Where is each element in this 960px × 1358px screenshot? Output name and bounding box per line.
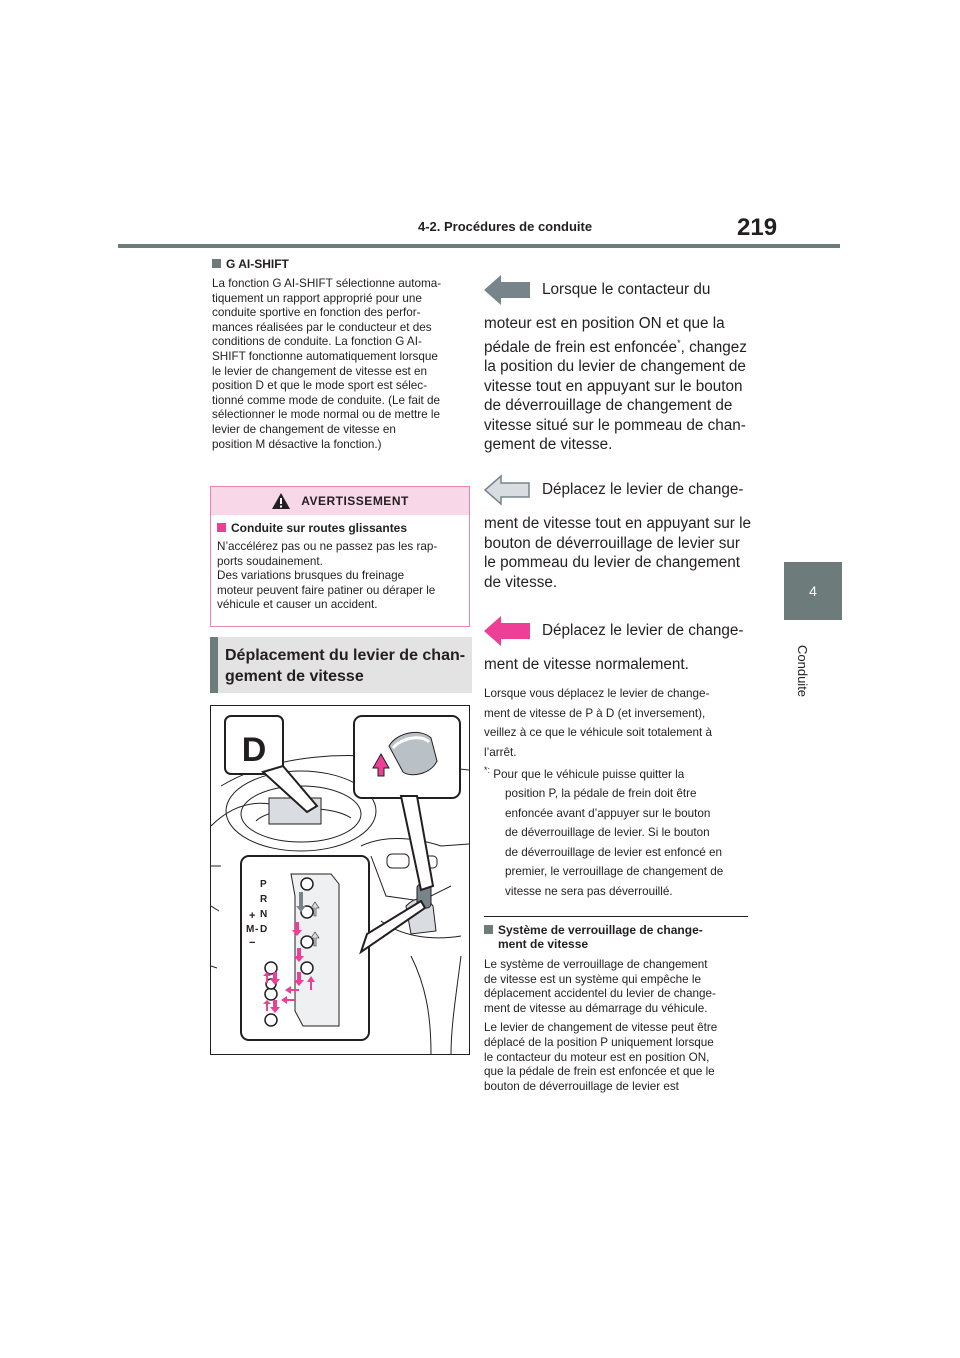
gray-arrow-icon [484, 273, 530, 307]
square-bullet-icon [484, 925, 493, 934]
header-rule [118, 244, 840, 248]
gate-minus: − [249, 937, 256, 949]
instruction-1-first-line: Lorsque le contacteur du [542, 281, 711, 299]
section-header: 4-2. Procédures de conduite [418, 219, 593, 234]
svg-text:-: - [255, 924, 259, 935]
dashboard-drawing [211, 706, 469, 1054]
instruction-3 [484, 613, 756, 675]
note-text: Lorsque vous déplacez le levier de change- ment de vitesse de P à D (et inversement), veillez à ce que le véhicule soit totalement à l’arrêt. [484, 687, 713, 759]
instruction-1 [484, 272, 756, 455]
gate-P: P [260, 879, 267, 890]
section-title-text: Déplacement du levier de chan- gement de vitesse [225, 647, 466, 685]
divider-rule [484, 916, 748, 917]
warning-subheading: Conduite sur routes glissantes [217, 521, 463, 535]
instruction-2 [484, 472, 756, 592]
instruction-1-text: moteur est en position ON et que la pédale de frein est enfoncée*, changez la position du levier de changement de vitesse tout en appuyant sur le bouton de déverrouillage de changement de vitesse situé sur le pommeau de chan- gement de vitesse. [484, 315, 747, 454]
warning-header [211, 487, 469, 515]
instruction-3-first-line: Déplacez le levier de change- [542, 622, 744, 640]
warning-triangle-icon [271, 492, 291, 510]
gate-D: D [260, 924, 268, 935]
chapter-number: 4 [809, 583, 817, 599]
pink-arrow-icon [484, 614, 530, 648]
ai-shift-block [212, 257, 472, 452]
gear-callout-letter: D [241, 731, 267, 769]
page-number: 219 [737, 214, 778, 241]
square-bullet-icon [212, 259, 221, 268]
shift-lock-block [484, 923, 756, 1094]
instruction-2-text: ment de vitesse tout en appuyant sur le bouton de déverrouillage de levier sur le pommeau du levier de changement de vitesse. [484, 515, 752, 591]
shift-lock-para1: Le système de verrouillage de changement de vitesse est un système qui empêche le déplacement accidentel du levier de change- ment de vitesse au démarrage du véhicule. [484, 958, 716, 1015]
ai-shift-text: La fonction G AI-SHIFT sélectionne automa- tiquement un rapport approprié pour une conduite sportive en fonction des perfor- mances réalisées par le conducteur et des conditions de conduite. La fonction G AI- SHIFT fonctionne automatiquement lorsque le levier de changement de vitesse est en position D et que le mode sport est sélec- tionné comme mode de conduite. (Le fait de sélectionner le mode normal ou de mettre le levier de changement de vitesse en position M désactive la fonction.) [212, 277, 442, 451]
gate-R: R [260, 894, 268, 905]
shift-lock-heading: Système de verrouillage de change- ment de vitesse [484, 923, 756, 951]
gate-N: N [260, 909, 268, 920]
gear-shift-illustration [210, 705, 470, 1055]
warning-box [210, 486, 470, 627]
footnote-marker: *: [484, 765, 491, 775]
chapter-label: Conduite [795, 645, 810, 698]
ai-shift-heading: G AI-SHIFT [212, 257, 472, 271]
instruction-2-first-line: Déplacez le levier de change- [542, 481, 744, 499]
instruction-3-text: ment de vitesse normalement. [484, 656, 689, 673]
gate-plus: + [249, 910, 256, 922]
section-title-bar [210, 637, 218, 693]
shift-lock-para2: Le levier de changement de vitesse peut être déplacé de la position P uniquement lorsque le contacteur du moteur est en position ON, que la pédale de frein est enfoncée et que le bouton de déverrouillage de levier est [484, 1021, 718, 1093]
warning-title: AVERTISSEMENT [301, 494, 409, 508]
chapter-tab [784, 562, 842, 620]
outline-arrow-icon [484, 473, 530, 507]
footnote: *: Pour que le véhicule puisse quitter la position P, la pédale de frein doit être enfoncée avant d’appuyer sur le bouton de déverrouillage de levier. Si le bouton de déverrouillage de levier est enfoncé en premier, le verrouillage de changement de vitesse ne sera pas déverrouillé. [484, 765, 724, 898]
warning-text: N’accélérez pas ou ne passez pas les rap- ports soudainement. Des variations brusques du freinage moteur peuvent faire patiner ou déraper le véhicule et causer un accident. [217, 540, 438, 612]
square-bullet-icon [217, 523, 226, 532]
section-title [210, 637, 472, 693]
gate-M: M [246, 924, 255, 935]
